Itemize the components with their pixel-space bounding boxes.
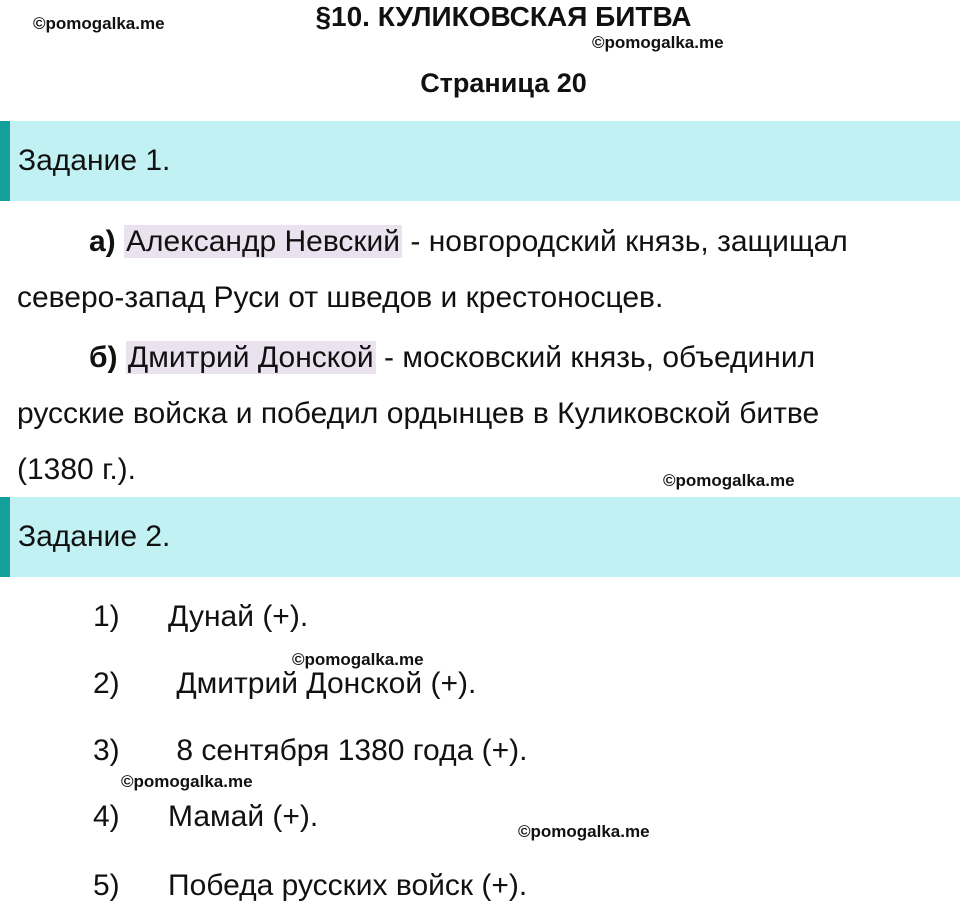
- answer-a-name: Александр Невский: [126, 225, 401, 258]
- task-1-heading: Задание 1.: [18, 144, 171, 177]
- list-item-text: Дунай (+).: [168, 600, 309, 633]
- list-item-number: 4): [93, 800, 120, 833]
- task-2-heading-bar: [0, 497, 960, 577]
- list-item-number: 3): [93, 734, 120, 767]
- task-1-answer-b: [17, 330, 957, 498]
- watermark: ©pomogalka.me: [121, 772, 253, 791]
- watermark: ©pomogalka.me: [592, 33, 724, 52]
- answer-b-name: Дмитрий Донской: [127, 341, 374, 374]
- task-1-answer-a: [17, 214, 957, 326]
- answer-b-marker: б): [89, 341, 118, 374]
- section-title: §10. КУЛИКОВСКАЯ БИТВА: [315, 1, 692, 32]
- answer-a-text-cont: северо-запад Руси от шведов и крестоносцев.: [17, 281, 664, 314]
- watermark: ©pomogalka.me: [33, 14, 165, 33]
- list-item-number: 5): [93, 869, 120, 902]
- list-item: [93, 664, 476, 704]
- list-item-number: 2): [93, 667, 120, 700]
- list-item: [93, 797, 318, 837]
- list-item-text: Мамай (+).: [168, 800, 319, 833]
- list-item-text: Дмитрий Донской (+).: [168, 667, 477, 700]
- task-1-heading-bar: [0, 121, 960, 201]
- answer-a-text: - новгородский князь, защищал: [402, 225, 848, 258]
- answer-b-text-end: (1380 г.).: [17, 453, 137, 486]
- list-item-text: Победа русских войск (+).: [168, 869, 528, 902]
- answer-b-text-cont: русские войска и победил ордынцев в Куликовской битве: [17, 397, 820, 430]
- list-item: [93, 597, 308, 637]
- watermark: ©pomogalka.me: [663, 471, 795, 490]
- list-item-text: 8 сентября 1380 года (+).: [168, 734, 528, 767]
- answer-b-text: - московский князь, объединил: [375, 341, 816, 374]
- watermark: ©pomogalka.me: [292, 650, 424, 669]
- answer-a-marker: а): [89, 225, 116, 258]
- list-item: [93, 731, 527, 771]
- list-item-number: 1): [93, 600, 120, 633]
- watermark: ©pomogalka.me: [518, 822, 650, 841]
- page-label: Страница 20: [420, 68, 587, 98]
- task-2-heading: Задание 2.: [18, 520, 171, 553]
- list-item: [93, 866, 527, 904]
